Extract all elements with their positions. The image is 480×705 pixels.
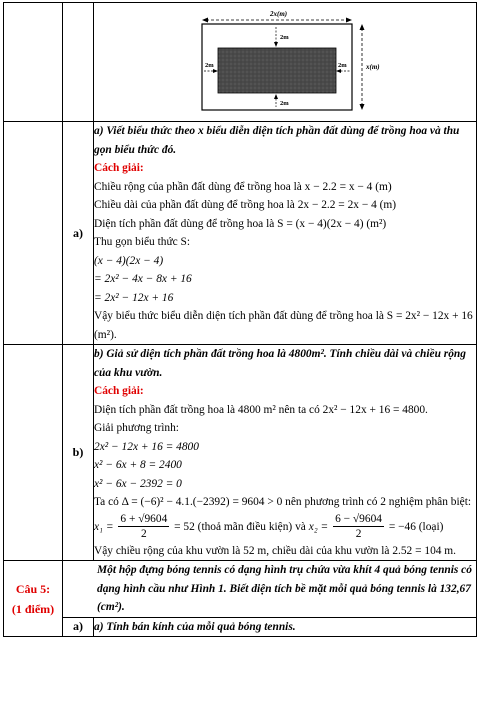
cau5-points: (1 điểm) — [11, 601, 55, 616]
x2-fraction — [333, 512, 384, 541]
solution-table — [3, 2, 477, 637]
left-margin-label: 2m — [205, 62, 214, 69]
right-margin-label: 2m — [338, 62, 347, 69]
part-a-method: Cách giải: — [94, 162, 144, 174]
part-b-line5: x² − 6x − 2392 = 0 — [94, 477, 182, 490]
x2-rhs: = −46 (loại) — [388, 520, 444, 533]
cau5-label: Câu 5: — [15, 581, 51, 596]
flower-bed — [218, 48, 336, 93]
figure-row — [4, 3, 477, 122]
part-b-content — [94, 345, 477, 561]
part-a-question: a) Viết biểu thức theo x biểu diễn diện tích phần đất dùng để trồng hoa và thu gọn biểu thức đó. — [94, 125, 460, 156]
part-a-line9: (m²). — [94, 328, 117, 341]
part-a-row — [4, 122, 477, 345]
x2-denominator: 2 — [355, 528, 362, 541]
part-a-line2: Chiều dài của phần đất dùng để trồng hoa là 2x − 2.2 = 2x − 4 (m) — [94, 199, 397, 211]
part-b-label: b) — [63, 345, 94, 561]
part-b-col1 — [4, 345, 63, 561]
top-arrow-right — [346, 18, 352, 23]
part-b-roots — [94, 512, 476, 542]
x1-lhs: x₁ = — [94, 520, 114, 533]
part-b-line1: Diện tích phần đất trồng hoa là 4800 m² nên ta có 2x² − 12x + 16 = 4800. — [94, 403, 428, 416]
bottom-margin-label: 2m — [280, 100, 289, 107]
part-b-line3: 2x² − 12x + 16 = 4800 — [94, 440, 199, 453]
part-b-question: b) Giả sử diện tích phần đất trồng hoa là 4800m². Tính chiều dài và chiều rộng của khu vườn. — [94, 348, 466, 379]
x1-rhs: = 52 (thoả mãn điều kiện) và — [174, 520, 306, 533]
right-arrow-top — [360, 24, 365, 30]
figure-cell — [94, 3, 477, 122]
part-b-line2: Giải phương trình: — [94, 422, 179, 434]
top-margin-label: 2m — [280, 34, 289, 41]
top-dimension-label: 2x(m) — [270, 10, 288, 18]
cau5-sub-row — [4, 617, 477, 637]
right-arrow-bottom — [360, 104, 365, 110]
x1-numerator: 6 + √9604 — [120, 513, 168, 526]
part-a-line5: (x − 4)(2x − 4) — [94, 254, 164, 267]
x1-denominator: 2 — [141, 528, 147, 541]
garden-diagram — [94, 3, 474, 121]
part-a-content — [94, 122, 477, 345]
part-a-col1 — [4, 122, 63, 345]
cau5-row — [4, 561, 477, 618]
figure-row-col1 — [4, 3, 63, 122]
part-b-line6: Ta có Δ = (−6)² − 4.1.(−2392) = 9604 > 0 nên phương trình có 2 nghiệm phân biệt: — [94, 496, 472, 508]
x1-fraction — [118, 512, 169, 541]
part-a-label: a) — [63, 122, 94, 345]
part-b-row — [4, 345, 477, 561]
figure-row-col2 — [63, 3, 94, 122]
part-a-line7: = 2x² − 12x + 16 — [94, 291, 174, 304]
part-b-line4: x² − 6x + 8 = 2400 — [94, 459, 182, 471]
cau5-question: Một hộp đựng bóng tennis có dạng hình trụ chứa vừa khít 4 quả bóng tennis có dạng hình cầu như Hình 1. Biết diện tích bề mặt mỗi quả bóng tennis là 132,67 (cm²). — [63, 561, 477, 618]
right-dimension-label: x(m) — [366, 63, 380, 71]
cau5-sub-question: a) Tính bán kính của mỗi quả bóng tennis. — [94, 617, 477, 637]
part-b-method: Cách giải: — [94, 385, 144, 397]
cau5-header — [4, 561, 63, 637]
cau5-sub-label: a) — [63, 617, 94, 637]
part-a-line4: Thu gọn biểu thức S: — [94, 236, 191, 248]
x2-lhs: x₂ = — [308, 520, 329, 533]
part-a-line6: = 2x² − 4x − 8x + 16 — [94, 273, 192, 285]
top-arrow-left — [202, 18, 208, 23]
part-a-line3: Diện tích phần đất dùng để trồng hoa là S = (x − 4)(2x − 4) (m²) — [94, 217, 387, 230]
part-b-line8: Vậy chiều rộng của khu vườn là 52 m, chiều dài của khu vườn là 2.52 = 104 m. — [94, 544, 457, 557]
part-a-line1: Chiều rộng của phần đất dùng để trồng hoa là x − 2.2 = x − 4 (m) — [94, 180, 392, 193]
x2-numerator: 6 − √9604 — [335, 513, 382, 526]
part-a-line8: Vậy biểu thức biểu diễn diện tích phần đất dùng để trồng hoa là S = 2x² − 12x + 16 — [94, 310, 473, 322]
